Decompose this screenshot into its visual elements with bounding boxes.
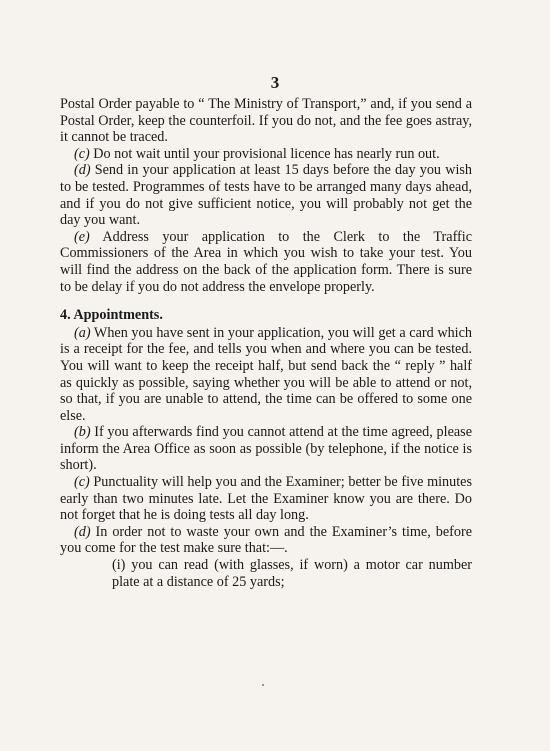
page-number: 3 [270,73,280,92]
sub-item-i-number-plate: (i) you can read (with glasses, if worn) a motor car number plate at a distance of 25 yards; [112,557,472,590]
paragraph-4c-punctuality [60,474,472,524]
paragraph-4d-text: In order not to waste your own and the Examiner’s time, before you come for the test make sure that:—. [60,523,472,557]
paragraph-e-text: Address your application to the Clerk to the Traffic Commissioners of the Area in which you wish to take your test. You will find the address on the back of the application form. There is sure to be delay if you do not address the envelope properly. [60,228,472,295]
item-label-4a: (a) [74,324,91,341]
paragraph-c-licence [60,146,472,163]
item-label-4b: (b) [74,424,91,441]
paragraph-d-application [60,162,472,228]
paragraph-c-text: Do not wait until your provisional licence has nearly run out. [89,145,440,162]
paragraph-4a-text: When you have sent in your application, you will get a card which is a receipt for the fee, and tells you when and where you can be tested. You will want to keep the receipt half, but send back the “ reply ” half as quickly as possible, saying whether you will be able to attend or not, so that, if you are unable to attend, the time can be offered to some one else. [60,324,472,424]
page-body [60,96,472,590]
item-label-4c: (c) [74,474,90,491]
paragraph-4b-text: If you afterwards find you cannot attend at the time agreed, please inform the Area Office as soon as possible (by telephone, if the notice is short). [60,424,472,474]
item-label-c: (c) [74,145,90,162]
paragraph-4d-examiner-time [60,524,472,557]
paragraph-d-text: Send in your application at least 15 days before the day you wish to be tested. Programmes of tests have to be arranged many days ahead, and if you do not give sufficient notice, you will probably not get the day you want. [60,162,472,229]
paragraph-e-address [60,229,472,295]
section-heading-appointments: 4. Appointments. [60,307,163,324]
item-label-4d: (d) [74,523,91,540]
paragraph-4c-text: Punctuality will help you and the Examiner; better be five minutes early than two minutes late. Let the Examiner know you are there. Do not forget that he is doing tests all day long. [60,474,472,524]
paragraph-4b-cannot-attend [60,424,472,474]
paragraph-postal-order: Postal Order payable to “ The Ministry of Transport,” and, if you send a Postal Order, keep the counterfoil. If you do not, and the fee goes astray, it cannot be traced. [60,96,472,146]
item-label-d: (d) [74,162,91,179]
paragraph-4a-card [60,325,472,425]
paper-speck [262,684,264,686]
item-label-e: (e) [74,228,90,245]
